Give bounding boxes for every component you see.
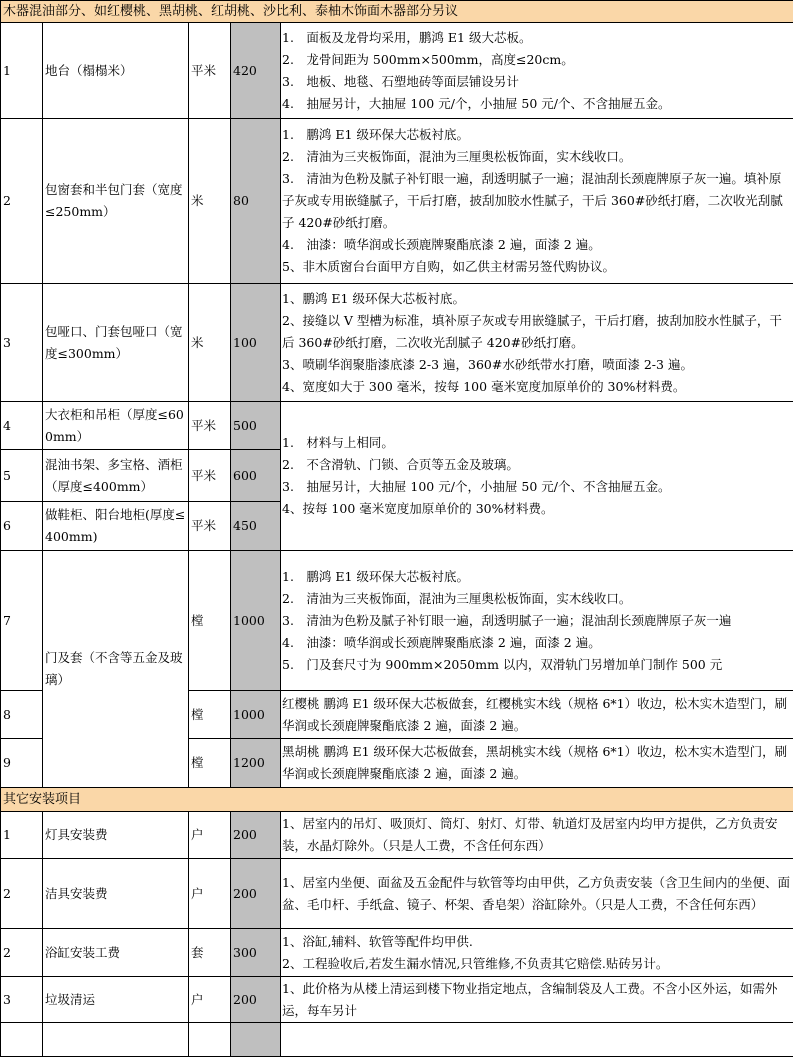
item-description xyxy=(281,739,793,788)
item-unit: 平米 xyxy=(189,402,231,450)
item-price: 80 xyxy=(231,119,281,284)
description-line: 1. 材料与上相同。 xyxy=(282,435,394,450)
item-price: 300 xyxy=(231,929,281,977)
item-description xyxy=(281,551,793,691)
description-line: 2. 清油为三夹板饰面，混油为三厘奥松板饰面，实木线收口。 xyxy=(282,590,632,606)
item-number: 4 xyxy=(1,402,43,450)
item-name: 浴缸安装工费 xyxy=(43,929,189,977)
item-price: 200 xyxy=(231,977,281,1023)
empty-cell xyxy=(43,1023,189,1057)
description-line: 3、喷刷华润聚脂漆底漆 2-3 遍，360#水砂纸带水打磨，喷面漆 2-3 遍。 xyxy=(282,356,693,372)
description-line: 1、此价格为从楼上清运到楼下物业指定地点，含编制袋及人工费。不含小区外运，如需外运，每车另计 xyxy=(282,980,778,1018)
item-name: 洁具安装费 xyxy=(43,859,189,929)
table-row xyxy=(1,929,793,977)
description-line: 3. 抽屉另计，大抽屉 100 元/个，小抽屉 50 元/个、不含抽屉五金。 xyxy=(282,479,671,494)
item-unit: 米 xyxy=(189,284,231,402)
table-row xyxy=(1,812,793,859)
description-line: 5、非木质窗台台面甲方自购，如乙供主材需另签代购协议。 xyxy=(282,259,615,274)
item-unit: 平米 xyxy=(189,23,231,119)
description-line: 5. 门及套尺寸为 900mm×2050mm 以内，双滑轨门另增加单门制作 500 元 xyxy=(282,656,723,672)
item-number: 3 xyxy=(1,977,43,1023)
item-unit: 户 xyxy=(189,812,231,859)
description-line: 1、鹏鸿 E1 级环保大芯板衬底。 xyxy=(282,290,465,306)
description-line: 黑胡桃 鹏鸿 E1 级环保大芯板做套，黑胡桃实木线（规格 6*1）收边，松木实木造型门，刷华润或长颈鹿牌聚酯底漆 2 遍，面漆 2 遍。 xyxy=(282,744,788,781)
description-line: 3. 清油为色粉及腻子补钉眼一遍，刮透明腻子一遍；混油刮长颈鹿牌原子灰一遍 xyxy=(282,612,732,628)
table-row xyxy=(1,23,793,119)
description-line: 1. 鹏鸿 E1 级环保大芯板衬底。 xyxy=(282,127,469,142)
section-title: 木器混油部分、如红樱桃、黑胡桃、红胡桃、沙比利、泰柚木饰面木器部分另议 xyxy=(1,1,793,23)
description-line: 1、浴缸,辅料、软管等配件均甲供. xyxy=(282,933,473,949)
door-item-name: 门及套（不含等五金及玻璃） xyxy=(43,551,189,788)
item-description xyxy=(281,284,793,402)
item-name: 垃圾清运 xyxy=(43,977,189,1023)
description-line: 1. 鹏鸿 E1 级环保大芯板衬底。 xyxy=(282,568,469,584)
item-unit: 户 xyxy=(189,859,231,929)
section-title: 其它安装项目 xyxy=(1,788,793,812)
table-row xyxy=(1,402,793,450)
item-name: 地台（榻榻米） xyxy=(43,23,189,119)
item-price: 100 xyxy=(231,284,281,402)
description-line: 3. 地板、地毯、石塑地砖等面层铺设另计 xyxy=(282,73,519,89)
item-name: 大衣柜和吊柜（厚度≤600mm） xyxy=(43,402,189,450)
item-description xyxy=(281,977,793,1023)
item-number: 9 xyxy=(1,739,43,788)
table-row xyxy=(1,859,793,929)
description-line: 1、居室内的吊灯、吸顶灯、筒灯、射灯、灯带、轨道灯及居室内均甲方提供，乙方负责安装，水晶灯除外。（只是人工费，不含任何东西） xyxy=(282,816,778,853)
empty-cell xyxy=(1,1023,43,1057)
item-price: 500 xyxy=(231,402,281,450)
table-row xyxy=(1,551,793,691)
item-price: 1000 xyxy=(231,691,281,739)
table-row xyxy=(1,977,793,1023)
item-description xyxy=(281,691,793,739)
item-number: 7 xyxy=(1,551,43,691)
item-number: 3 xyxy=(1,284,43,402)
item-price: 450 xyxy=(231,502,281,551)
item-price: 600 xyxy=(231,450,281,502)
item-number: 6 xyxy=(1,502,43,551)
description-line: 2. 龙骨间距为 500mm×500mm，高度≤20cm。 xyxy=(282,51,574,67)
section-header xyxy=(1,1,793,23)
item-number: 1 xyxy=(1,812,43,859)
empty-cell xyxy=(189,1023,231,1057)
section-header xyxy=(1,788,793,812)
description-line: 红樱桃 鹏鸿 E1 级环保大芯板做套，红樱桃实木线（规格 6*1）收边，松木实木造型门，刷华润或长颈鹿牌聚酯底漆 2 遍，面漆 2 遍。 xyxy=(282,695,788,733)
table-row xyxy=(1,119,793,284)
item-unit: 樘 xyxy=(189,739,231,788)
item-unit: 樘 xyxy=(189,691,231,739)
description-line: 4、宽度如大于 300 毫米，按每 100 毫米宽度加原单价的 30%材料费。 xyxy=(282,378,686,394)
empty-cell xyxy=(281,1023,793,1057)
item-number: 2 xyxy=(1,119,43,284)
item-price: 1200 xyxy=(231,739,281,788)
item-number: 1 xyxy=(1,23,43,119)
description-line: 2. 不含滑轨、门锁、合页等五金及玻璃。 xyxy=(282,457,519,472)
item-price: 420 xyxy=(231,23,281,119)
item-name: 包窗套和半包门套（宽度≤250mm） xyxy=(43,119,189,284)
item-description xyxy=(281,812,793,859)
description-line: 1. 面板及龙骨均采用，鹏鸿 E1 级大芯板。 xyxy=(282,29,532,45)
item-name: 做鞋柜、阳台地柜(厚度≤400mm) xyxy=(43,502,189,551)
item-number: 2 xyxy=(1,859,43,929)
item-number: 2 xyxy=(1,929,43,977)
item-description xyxy=(281,929,793,977)
item-name: 混油书架、多宝格、酒柜（厚度≤400mm） xyxy=(43,450,189,502)
item-unit: 米 xyxy=(189,119,231,284)
item-unit: 樘 xyxy=(189,551,231,691)
item-number: 8 xyxy=(1,691,43,739)
description-line: 4、按每 100 毫米宽度加原单价的 30%材料费。 xyxy=(282,501,554,516)
item-unit: 平米 xyxy=(189,450,231,502)
item-description xyxy=(281,859,793,929)
item-description xyxy=(281,119,793,284)
empty-price-cell xyxy=(231,1023,281,1057)
description-line: 2. 清油为三夹板饰面，混油为三厘奥松板饰面，实木线收口。 xyxy=(282,149,632,164)
item-name: 包哑口、门套包哑口（宽度≤300mm） xyxy=(43,284,189,402)
description-line: 1、居室内坐便、面盆及五金配件与软管等均由甲供，乙方负责安装（含卫生间内的坐便、面盆、毛巾杆、手纸盒、镜子、杯架、香皂架）浴缸除外。（只是人工费，不含任何东西） xyxy=(282,874,790,912)
item-price: 200 xyxy=(231,859,281,929)
description-line: 2、工程验收后,若发生漏水情况,只管维修,不负责其它赔偿.贴砖另计。 xyxy=(282,955,669,971)
item-number: 5 xyxy=(1,450,43,502)
description-line: 3. 清油为色粉及腻子补钉眼一遍，刮透明腻子一遍；混油刮长颈鹿牌原子灰一遍。填补原子灰或专用嵌缝腻子，干后打磨，披刮加胶水性腻子，干后 360#砂纸打磨，二次收光刮腻子 420#砂纸打磨。 xyxy=(282,171,783,230)
item-name: 灯具安装费 xyxy=(43,812,189,859)
item-unit: 平米 xyxy=(189,502,231,551)
description-line: 4. 油漆：喷华润或长颈鹿牌聚酯底漆 2 遍，面漆 2 遍。 xyxy=(282,634,601,650)
description-line: 2、接缝以 V 型槽为标准，填补原子灰或专用嵌缝腻子，干后打磨，披刮加胶水性腻子，干后 360#砂纸打磨，二次收光刮腻子 420#砂纸打磨。 xyxy=(282,312,782,350)
description-line: 4. 抽屉另计，大抽屉 100 元/个，小抽屉 50 元/个、不含抽屉五金。 xyxy=(282,95,671,111)
shared-cabinet-description xyxy=(281,402,793,551)
description-line: 4. 油漆：喷华润或长颈鹿牌聚酯底漆 2 遍，面漆 2 遍。 xyxy=(282,237,601,252)
item-price: 1000 xyxy=(231,551,281,691)
item-unit: 套 xyxy=(189,929,231,977)
item-unit: 户 xyxy=(189,977,231,1023)
empty-row xyxy=(1,1023,793,1057)
table-row xyxy=(1,284,793,402)
item-description xyxy=(281,23,793,119)
item-price: 200 xyxy=(231,812,281,859)
